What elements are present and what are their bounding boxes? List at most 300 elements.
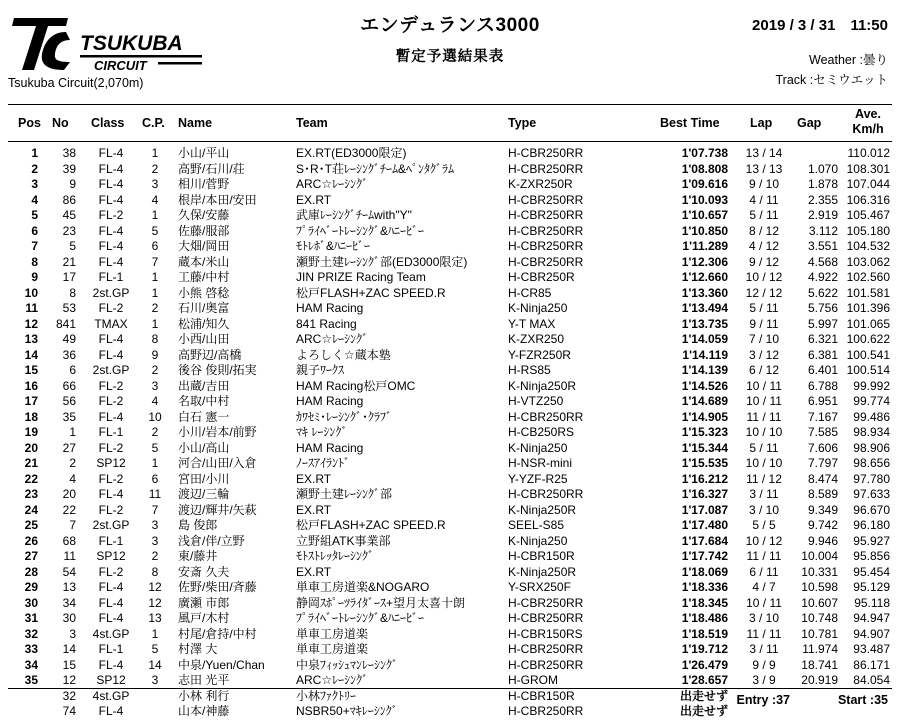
- cell-class: FL-4: [98, 487, 124, 501]
- start-count: Start :35: [837, 693, 888, 707]
- cell-no: 23: [62, 223, 76, 238]
- cell-name: 名取/中村: [178, 394, 230, 408]
- cell-gap: 7.606: [807, 440, 838, 455]
- cell-ave: 96.180: [853, 518, 890, 532]
- table-row: [8, 673, 892, 689]
- cell-gap: 10.781: [801, 626, 838, 641]
- cell-cp: 2: [151, 161, 159, 176]
- date-time: 2019 / 3 / 31 11:50: [752, 17, 888, 34]
- cell-type: Y-SRX250F: [508, 580, 571, 594]
- cell-type: K-Ninja250: [508, 533, 568, 548]
- cell-lap: 11 / 11: [746, 626, 782, 641]
- cell-best-time: 1'15.535: [681, 456, 728, 470]
- cell-cp: 2: [151, 549, 159, 563]
- cell-cp: 7: [151, 254, 159, 269]
- cell-name: 小林 利行: [178, 688, 230, 703]
- logo-subtext: CIRCUIT: [94, 58, 147, 73]
- cell-pos: 18: [24, 409, 38, 424]
- cell-no: 12: [62, 673, 76, 687]
- cell-no: 53: [62, 301, 76, 315]
- cell-no: 36: [62, 347, 76, 362]
- cell-cp: 4: [151, 192, 159, 207]
- cell-name: 安斎 久夫: [178, 564, 230, 579]
- cell-type: H-CBR250RR: [508, 611, 584, 625]
- cell-name: 根岸/本田/安田: [178, 192, 257, 207]
- cell-gap: 3.112: [808, 223, 838, 238]
- cell-pos: 8: [31, 254, 38, 269]
- cell-team: EX.RT: [296, 564, 332, 579]
- cell-name: 工藤/中村: [178, 270, 230, 284]
- cell-no: 841: [55, 316, 76, 331]
- cell-type: H-CBR250RR: [508, 642, 584, 656]
- cell-name: 石川/奥富: [178, 301, 230, 315]
- table-row: [8, 332, 892, 348]
- cell-ave: 95.129: [853, 580, 890, 594]
- cell-pos: 27: [24, 549, 38, 563]
- cell-type: H-CBR250RR: [508, 487, 584, 501]
- table-row: [8, 549, 892, 565]
- cell-class: FL-2: [98, 208, 124, 222]
- cell-class: 2st.GP: [92, 363, 130, 377]
- cell-team: ﾏｷ ﾚｰｼﾝｸﾞ: [296, 425, 348, 439]
- cell-class: FL-4: [98, 192, 124, 207]
- cell-class: FL-2: [98, 394, 124, 408]
- cell-class: FL-1: [98, 270, 124, 284]
- cell-name: 河合/山田/入倉: [178, 456, 257, 470]
- col-header-type: Type: [508, 116, 537, 130]
- cell-type: H-CBR150R: [508, 549, 575, 563]
- cell-team: HAM Racing: [296, 301, 364, 315]
- cell-name: 後谷 俊則/拓実: [178, 363, 257, 377]
- cell-ave: 84.054: [853, 673, 890, 687]
- cell-team: EX.RT(ED3000限定): [296, 146, 407, 160]
- cell-team: 単車工房道楽: [296, 626, 369, 641]
- cell-pos: 30: [24, 595, 38, 610]
- cell-ave: 94.947: [853, 611, 890, 625]
- table-row: [8, 410, 892, 426]
- cell-ave: 100.541: [846, 347, 890, 362]
- cell-lap: 11 / 12: [746, 471, 782, 486]
- cell-pos: 24: [24, 502, 38, 517]
- col-header-ave-unit: Km/h: [852, 122, 884, 136]
- cell-ave: 98.656: [853, 456, 890, 470]
- cell-no: 45: [62, 208, 76, 222]
- cell-team: ﾌﾟﾗｲﾍﾞｰﾄﾚｰｼﾝｸﾞ&ﾊﾆｰﾋﾞｰ: [296, 223, 425, 238]
- cell-type: H-CBR250RR: [508, 239, 584, 253]
- cell-gap: 6.788: [807, 378, 838, 393]
- cell-lap: 10 / 11: [746, 595, 782, 610]
- cell-lap: 9 / 10: [748, 177, 780, 191]
- cell-class: FL-4: [98, 223, 124, 238]
- cell-type: H-CB250RS: [508, 425, 575, 439]
- cell-lap: 5 / 11: [749, 301, 779, 315]
- cell-best-time: 出走せず: [679, 688, 728, 703]
- cell-type: H-CBR250RR: [508, 208, 584, 222]
- cell-team: ﾓﾄｽﾄﾚｯﾀﾚｰｼﾝｸﾞ: [296, 549, 375, 563]
- table-row: [8, 270, 892, 286]
- cell-class: FL-1: [98, 425, 124, 439]
- cell-team: 単車工房道楽: [296, 642, 369, 656]
- cell-ave: 104.532: [846, 239, 890, 253]
- cell-class: FL-4: [98, 239, 124, 253]
- cell-pos: 26: [24, 533, 38, 548]
- cell-pos: 28: [24, 564, 38, 579]
- cell-class: 2st.GP: [92, 518, 130, 532]
- cell-name: 小山/平山: [178, 146, 230, 160]
- cell-type: H-CBR250RR: [508, 161, 584, 176]
- cell-cp: 10: [148, 409, 162, 424]
- cell-pos: 2: [31, 161, 38, 176]
- cell-best-time: 1'14.059: [681, 332, 728, 346]
- col-header-best-time: Best Time: [660, 116, 720, 130]
- cell-team: ﾓﾄﾚﾎﾞ&ﾊﾆｰﾋﾞｰ: [296, 239, 371, 253]
- cell-best-time: 1'08.808: [681, 161, 728, 176]
- cell-gap: 6.381: [807, 347, 838, 362]
- table-row: [8, 565, 892, 581]
- cell-gap: 8.474: [807, 471, 838, 486]
- cell-best-time: 1'10.657: [681, 208, 728, 222]
- cell-pos: 11: [25, 301, 38, 315]
- cell-name: 渡辺/三輪: [178, 487, 230, 501]
- cell-name: 浅倉/伴/立野: [178, 533, 245, 548]
- cell-type: H-CBR250RR: [508, 146, 584, 160]
- cell-gap: 5.997: [807, 316, 838, 331]
- table-row: [8, 317, 892, 333]
- cell-team: よろしく☆蔵本塾: [296, 347, 391, 362]
- cell-cp: 7: [151, 502, 159, 517]
- cell-pos: 33: [24, 642, 38, 656]
- table-row: [8, 472, 892, 488]
- cell-ave: 99.774: [853, 394, 890, 408]
- cell-ave: 99.486: [853, 409, 890, 424]
- cell-best-time: 1'10.093: [681, 192, 728, 207]
- cell-best-time: 1'09.616: [681, 177, 728, 191]
- cell-best-time: 1'12.660: [681, 270, 728, 284]
- cell-pos: 16: [24, 378, 38, 393]
- cell-gap: 10.331: [801, 564, 838, 579]
- cell-best-time: 1'18.336: [681, 580, 728, 594]
- cell-ave: 96.670: [853, 502, 890, 517]
- col-header-gap: Gap: [797, 116, 822, 130]
- cell-pos: 15: [24, 363, 38, 377]
- cell-best-time: 1'17.087: [681, 502, 728, 517]
- cell-name: 小西/山田: [178, 332, 230, 346]
- cell-team: ARC☆ﾚｰｼﾝｸﾞ: [296, 177, 369, 191]
- cell-no: 30: [62, 611, 76, 625]
- cell-team: 841 Racing: [296, 316, 357, 331]
- cell-class: SP12: [96, 549, 126, 563]
- cell-pos: 32: [24, 626, 38, 641]
- cell-no: 15: [62, 657, 76, 672]
- cell-ave: 95.856: [853, 549, 890, 563]
- cell-name: 山本/神藤: [178, 704, 230, 718]
- cell-lap: 7 / 10: [748, 332, 780, 346]
- cell-cp: 12: [148, 580, 162, 594]
- cell-lap: 6 / 11: [749, 564, 779, 579]
- cell-best-time: 1'18.345: [681, 595, 728, 610]
- cell-lap: 5 / 11: [749, 440, 779, 455]
- cell-ave: 101.396: [846, 301, 890, 315]
- cell-lap: 9 / 11: [749, 316, 779, 331]
- cell-no: 6: [69, 363, 76, 377]
- cell-type: H-CBR250RR: [508, 223, 584, 238]
- cell-class: FL-4: [98, 161, 124, 176]
- cell-pos: 34: [24, 657, 38, 672]
- cell-class: 4st.GP: [92, 626, 130, 641]
- table-row: [8, 534, 892, 550]
- footer-divider: [8, 688, 892, 689]
- cell-name: 相川/菅野: [178, 177, 230, 191]
- cell-cp: 3: [151, 518, 159, 532]
- col-header-no: No: [52, 116, 69, 130]
- cell-pos: 35: [24, 673, 38, 687]
- cell-best-time: 1'11.289: [682, 239, 728, 253]
- cell-pos: 20: [24, 440, 38, 455]
- cell-pos: 31: [24, 611, 38, 625]
- track-condition: Track :セミウエット: [775, 73, 888, 87]
- cell-team: 瀬野土建ﾚｰｼﾝｸﾞ部: [296, 487, 393, 501]
- cell-class: FL-2: [98, 502, 124, 517]
- cell-type: K-Ninja250R: [508, 378, 577, 393]
- cell-type: H-CBR150R: [508, 688, 575, 703]
- col-header-ave: [844, 107, 892, 137]
- cell-team: S･R･T荘ﾚｰｼﾝｸﾞﾁｰﾑ&ﾍﾟﾝﾀｸﾞﾗﾑ: [296, 161, 455, 176]
- cell-gap: 2.919: [807, 208, 838, 222]
- cell-best-time: 1'28.657: [681, 673, 728, 687]
- col-header-class: Class: [91, 116, 125, 130]
- cell-name: 松浦/知久: [178, 316, 230, 331]
- cell-lap: 5 / 11: [749, 208, 779, 222]
- cell-ave: 95.454: [853, 564, 890, 579]
- table-row: [8, 596, 892, 612]
- cell-team: JIN PRIZE Racing Team: [296, 270, 426, 284]
- cell-best-time: 1'15.323: [681, 425, 728, 439]
- table-row: [8, 394, 892, 410]
- cell-pos: 29: [24, 580, 38, 594]
- cell-name: 小熊 啓稔: [178, 285, 230, 300]
- circuit-name: Tsukuba Circuit(2,070m): [8, 76, 144, 90]
- cell-no: 7: [69, 518, 76, 532]
- cell-ave: 98.934: [853, 425, 890, 439]
- cell-class: FL-2: [98, 440, 124, 455]
- cell-name: 島 俊郎: [178, 518, 218, 532]
- cell-ave: 100.622: [846, 332, 890, 346]
- cell-no: 13: [62, 580, 76, 594]
- cell-gap: 7.797: [807, 456, 838, 470]
- cell-pos: 22: [24, 471, 38, 486]
- cell-lap: 3 / 9: [752, 673, 776, 687]
- cell-cp: 2: [151, 425, 159, 439]
- table-row: [8, 146, 892, 162]
- cell-best-time: 1'18.069: [681, 564, 728, 579]
- cell-no: 54: [62, 564, 76, 579]
- cell-cp: 1: [151, 208, 159, 222]
- cell-class: 2st.GP: [92, 285, 130, 300]
- cell-best-time: 1'14.119: [682, 347, 728, 362]
- cell-class: FL-4: [98, 146, 124, 160]
- cell-ave: 102.560: [846, 270, 890, 284]
- cell-no: 8: [69, 285, 76, 300]
- cell-gap: 6.401: [807, 363, 838, 377]
- cell-type: H-CBR150RS: [508, 626, 583, 641]
- cell-pos: 4: [31, 192, 38, 207]
- cell-gap: 4.568: [807, 254, 838, 269]
- cell-name: 小川/岩本/前野: [178, 425, 257, 439]
- cell-class: FL-2: [98, 378, 124, 393]
- cell-cp: 1: [151, 270, 159, 284]
- cell-gap: 6.321: [807, 332, 838, 346]
- table-row: [8, 363, 892, 379]
- weather-info: Weather :曇り: [809, 53, 888, 67]
- cell-lap: 3 / 12: [748, 347, 780, 362]
- cell-no: 66: [62, 378, 76, 393]
- cell-class: FL-2: [98, 471, 124, 486]
- cell-team: 立野組ATK事業部: [296, 533, 391, 548]
- cell-cp: 6: [151, 239, 159, 253]
- cell-type: K-ZXR250R: [508, 177, 573, 191]
- cell-best-time: 1'16.212: [681, 471, 728, 486]
- table-row: [8, 208, 892, 224]
- cell-no: 34: [62, 595, 76, 610]
- col-header-cp: C.P.: [142, 116, 165, 130]
- cell-gap: 1.070: [807, 161, 838, 176]
- cell-class: FL-4: [98, 332, 124, 346]
- cell-class: SP12: [96, 673, 126, 687]
- cell-lap: 10 / 12: [745, 270, 783, 284]
- cell-ave: 105.467: [846, 208, 890, 222]
- cell-cp: 5: [151, 440, 159, 455]
- table-row: [8, 580, 892, 596]
- cell-gap: 5.622: [807, 285, 838, 300]
- cell-gap: 7.167: [807, 409, 838, 424]
- cell-name: 東/藤井: [178, 549, 218, 563]
- cell-best-time: 1'14.689: [681, 394, 728, 408]
- cell-lap: 10 / 10: [745, 456, 783, 470]
- cell-type: H-VTZ250: [508, 394, 564, 408]
- cell-no: 17: [62, 270, 76, 284]
- cell-gap: 3.551: [807, 239, 838, 253]
- cell-best-time: 1'14.905: [681, 409, 728, 424]
- cell-pos: 14: [24, 347, 38, 362]
- table-row: [8, 379, 892, 395]
- col-header-team: Team: [296, 116, 328, 130]
- cell-cp: 4: [151, 394, 159, 408]
- col-header-name: Name: [178, 116, 213, 130]
- cell-cp: 3: [151, 177, 159, 191]
- cell-class: 4st.GP: [92, 688, 130, 703]
- cell-name: 高野辺/高橋: [178, 347, 242, 362]
- cell-team: 親子ﾜｰｸｽ: [296, 363, 345, 377]
- cell-no: 49: [62, 332, 76, 346]
- cell-best-time: 1'07.738: [681, 146, 728, 160]
- cell-cp: 1: [151, 316, 159, 331]
- cell-no: 21: [62, 254, 76, 269]
- cell-pos: 5: [31, 208, 38, 222]
- cell-ave: 107.044: [846, 177, 890, 191]
- cell-team: 小林ﾌｧｸﾄﾘｰ: [296, 688, 357, 703]
- cell-cp: 6: [151, 471, 159, 486]
- cell-ave: 101.065: [846, 316, 890, 331]
- cell-no: 39: [62, 161, 76, 176]
- cell-class: FL-2: [98, 564, 124, 579]
- cell-class: FL-1: [98, 533, 124, 548]
- cell-lap: 8 / 12: [748, 223, 780, 238]
- cell-gap: 8.589: [807, 487, 838, 501]
- cell-cp: 3: [151, 673, 159, 687]
- cell-type: H-CR85: [508, 285, 552, 300]
- cell-lap: 4 / 11: [749, 192, 779, 207]
- cell-pos: 23: [24, 487, 38, 501]
- cell-cp: 1: [151, 626, 159, 641]
- cell-team: 単車工房道楽&NOGARO: [296, 580, 430, 594]
- cell-ave: 97.633: [853, 487, 890, 501]
- cell-best-time: 1'16.327: [681, 487, 728, 501]
- table-row: [8, 642, 892, 658]
- cell-ave: 108.301: [846, 161, 890, 176]
- cell-no: 9: [69, 177, 76, 191]
- cell-pos: 3: [31, 177, 38, 191]
- cell-team: ﾌﾟﾗｲﾍﾞｰﾄﾚｰｼﾝｸﾞ&ﾊﾆｰﾋﾞｰ: [296, 611, 425, 625]
- cell-name: 大畑/岡田: [178, 239, 230, 253]
- cell-lap: 9 / 9: [752, 657, 776, 672]
- cell-best-time: 1'13.735: [681, 316, 728, 331]
- cell-team: ﾉｰｽｱｲﾗﾝﾄﾞ: [296, 456, 351, 470]
- cell-type: K-Ninja250R: [508, 502, 577, 517]
- cell-cp: 12: [148, 595, 162, 610]
- cell-type: K-Ninja250: [508, 440, 568, 455]
- cell-class: SP12: [96, 456, 126, 470]
- cell-lap: 4 / 12: [748, 239, 780, 253]
- cell-no: 20: [62, 487, 76, 501]
- cell-class: FL-4: [98, 580, 124, 594]
- cell-no: 11: [63, 549, 76, 563]
- cell-type: H-CBR250R: [508, 270, 575, 284]
- cell-team: 松戸FLASH+ZAC SPEED.R: [296, 518, 446, 532]
- cell-pos: 17: [24, 394, 38, 408]
- cell-team: HAM Racing: [296, 394, 364, 408]
- cell-cp: 8: [151, 332, 159, 346]
- cell-type: K-Ninja250: [508, 301, 568, 315]
- cell-ave: 101.581: [846, 285, 890, 300]
- cell-best-time: 1'12.306: [681, 254, 728, 269]
- cell-lap: 10 / 11: [746, 394, 782, 408]
- cell-name: 村澤 大: [178, 642, 218, 656]
- page-title: エンデュランス3000: [360, 15, 540, 36]
- cell-lap: 10 / 11: [746, 378, 782, 393]
- cell-class: FL-4: [98, 254, 124, 269]
- entry-count: Entry :37: [736, 693, 790, 707]
- cell-lap: 9 / 12: [748, 254, 780, 269]
- cell-lap: 12 / 12: [745, 285, 783, 300]
- cell-gap: 11.974: [802, 642, 838, 656]
- cell-gap: 1.878: [807, 177, 838, 191]
- cell-gap: 6.951: [807, 394, 838, 408]
- cell-team: 静岡ｽﾎﾟｰﾂﾗｲﾀﾞｰｽ+望月太喜十朗: [296, 595, 466, 610]
- cell-no: 3: [69, 626, 76, 641]
- cell-team: EX.RT: [296, 471, 332, 486]
- cell-ave: 110.012: [847, 146, 890, 160]
- cell-gap: 10.598: [801, 580, 838, 594]
- logo-text: TSUKUBA: [80, 32, 183, 55]
- table-row: [8, 658, 892, 674]
- cell-no: 14: [62, 642, 76, 656]
- cell-no: 1: [69, 425, 76, 439]
- cell-ave: 95.927: [853, 533, 890, 548]
- cell-team: 中泉ﾌｨｯｼｭﾏﾝﾚｰｼﾝｸﾞ: [296, 657, 399, 672]
- cell-best-time: 1'15.344: [681, 440, 728, 455]
- cell-type: K-ZXR250: [508, 332, 565, 346]
- cell-type: H-CBR250RR: [508, 704, 584, 718]
